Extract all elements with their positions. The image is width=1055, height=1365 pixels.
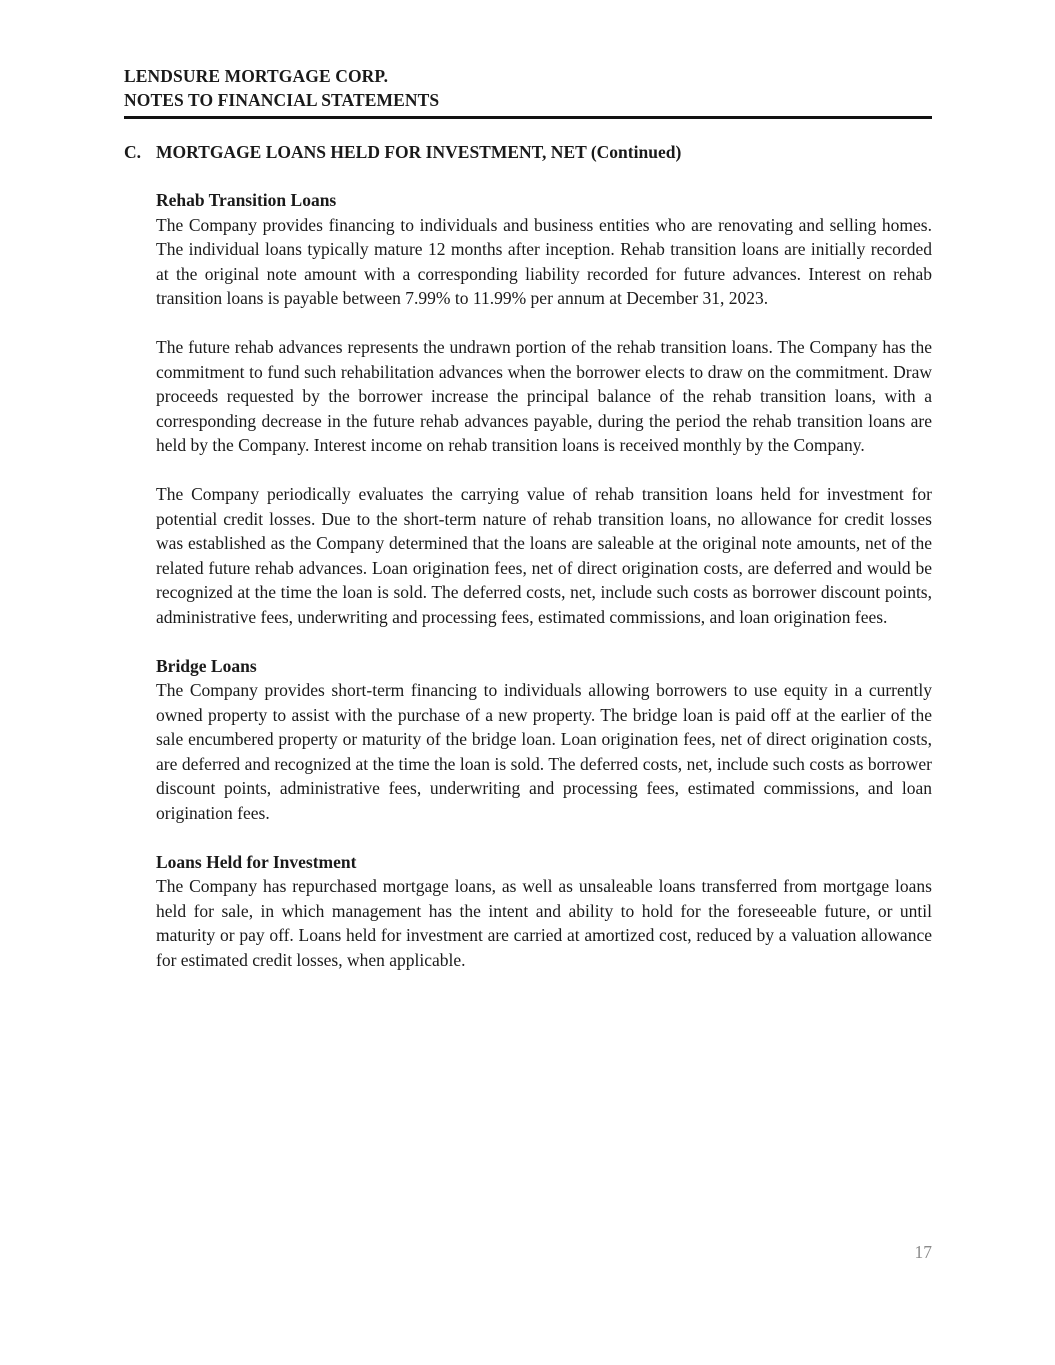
section-title: MORTGAGE LOANS HELD FOR INVESTMENT, NET (Continued) [156, 142, 682, 162]
paragraph: The future rehab advances represents the undrawn portion of the rehab transition loans. The Company has the commitment to fund such rehabilitation advances when the borrower elects to draw on the commitment. Draw proceeds requested by the borrower increase the principal balance of the rehab transition loans, with a corresponding decrease in the future rehab advances payable, during the period the rehab transition loans are held by the Company. Interest income on rehab transition loans is received monthly by the Company. [156, 337, 932, 455]
page-number: 17 [914, 1242, 932, 1262]
paragraph: The Company provides short-term financing to individuals allowing borrowers to use equity in a currently owned property to assist with the purchase of a new property. The bridge loan is paid off at the earlier of the sale encumbered property or maturity of the bridge loan. Loan origination fees, net of direct origination costs, are deferred and recognized at the time the loan is sold. The deferred costs, net, include such costs as borrower discount points, administrative fees, underwriting and processing fees, estimated commissions, and loan origination fees. [156, 680, 932, 823]
header-divider [124, 116, 932, 119]
company-name: LENDSURE MORTGAGE CORP. [124, 66, 389, 86]
section-letter: C. [124, 142, 142, 162]
page-header [124, 64, 932, 112]
subsection-heading-loans-held-for-investment: Loans Held for Investment [156, 851, 357, 872]
subsection-heading-rehab-transition-loans: Rehab Transition Loans [156, 190, 337, 210]
section-heading [124, 140, 932, 164]
paragraph: The Company provides financing to individuals and business entities who are renovating and selling homes. The individual loans typically mature 12 months after inception. Rehab transition loans are initially recorded at the original note amount with a corresponding liability recorded for future advances. Interest on rehab transition loans is payable between 7.99% to 11.99% per annum at December 31, 2023. [156, 214, 932, 308]
notes-body [156, 188, 932, 972]
document-title: NOTES TO FINANCIAL STATEMENTS [124, 90, 440, 110]
subsection-heading-bridge-loans: Bridge Loans [156, 655, 257, 676]
paragraph: The Company has repurchased mortgage loans, as well as unsaleable loans transferred from mortgage loans held for sale, in which management has the intent and ability to hold for the foreseeable future, or until maturity or pay off. Loans held for investment are carried at amortized cost, reduced by a valuation allowance for estimated credit losses, when applicable. [156, 876, 932, 970]
paragraph: The Company periodically evaluates the carrying value of rehab transition loans held for investment for potential credit losses. Due to the short-term nature of rehab transition loans, no allowance for credit losses was established as the Company determined that the loans are saleable at the original note amounts, net of the related future rehab advances. Loan origination fees, net of direct origination costs, are deferred and would be recognized at the time the loan is sold. The deferred costs, net, include such costs as borrower discount points, administrative fees, underwriting and processing fees, estimated commissions, and loan origination fees. [156, 484, 932, 627]
